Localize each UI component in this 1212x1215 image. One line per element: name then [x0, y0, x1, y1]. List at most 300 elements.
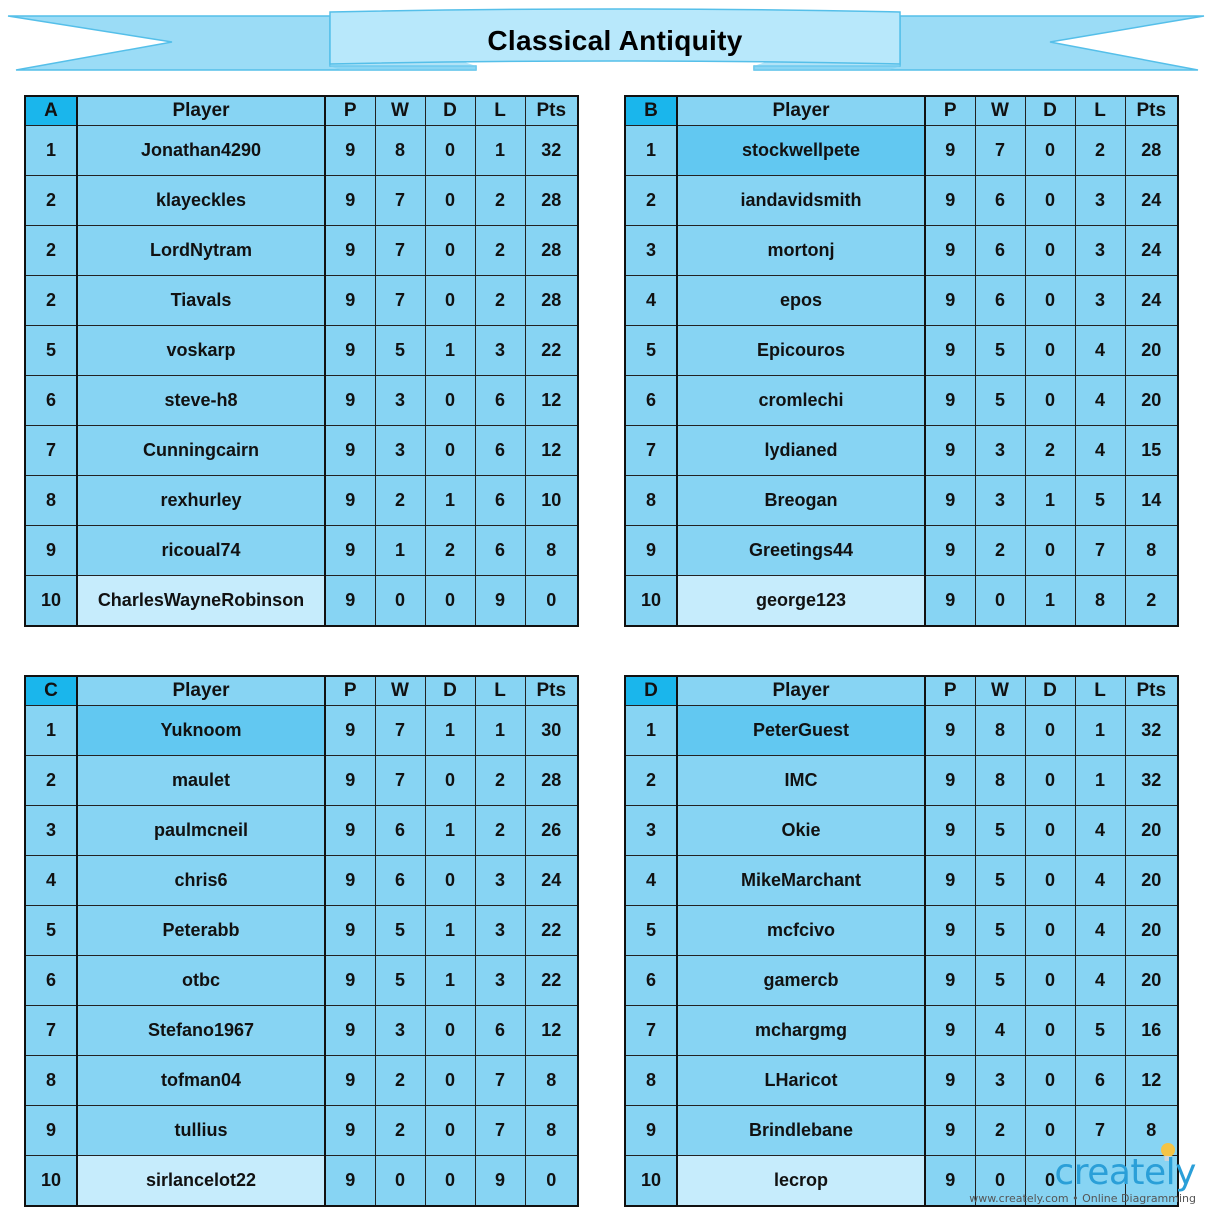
wins-cell: 1 [375, 526, 425, 576]
points-cell: 24 [1125, 176, 1178, 226]
draws-cell: 0 [425, 856, 475, 906]
losses-cell: 4 [1075, 326, 1125, 376]
w-col-header: W [375, 676, 425, 706]
played-cell: 9 [925, 1006, 975, 1056]
played-cell: 9 [325, 806, 375, 856]
losses-cell: 6 [475, 376, 525, 426]
draws-cell: 1 [425, 906, 475, 956]
played-cell: 9 [925, 906, 975, 956]
player-cell: Okie [677, 806, 925, 856]
losses-cell: 4 [1075, 426, 1125, 476]
played-cell: 9 [925, 176, 975, 226]
played-cell: 9 [325, 1006, 375, 1056]
losses-cell: 5 [1075, 476, 1125, 526]
losses-cell: 1 [475, 126, 525, 176]
p-col-header: P [925, 96, 975, 126]
draws-cell: 0 [425, 376, 475, 426]
points-cell: 24 [1125, 276, 1178, 326]
rank-cell: 8 [25, 476, 77, 526]
played-cell: 9 [925, 276, 975, 326]
player-cell: stockwellpete [677, 126, 925, 176]
player-col-header: Player [677, 676, 925, 706]
page-title: Classical Antiquity [487, 25, 743, 56]
points-cell: 12 [525, 1006, 578, 1056]
losses-cell: 4 [1075, 376, 1125, 426]
losses-cell: 4 [1075, 956, 1125, 1006]
draws-cell: 0 [1025, 756, 1075, 806]
wins-cell: 3 [375, 1006, 425, 1056]
table-header-row [25, 96, 578, 126]
player-cell: gamercb [677, 956, 925, 1006]
wins-cell: 3 [975, 426, 1025, 476]
table-row [25, 956, 578, 1006]
wins-cell: 3 [975, 1056, 1025, 1106]
rank-cell: 10 [25, 1156, 77, 1207]
table-row [625, 1006, 1178, 1056]
table-row [25, 126, 578, 176]
rank-cell: 9 [25, 526, 77, 576]
table-row [625, 706, 1178, 756]
rank-cell: 9 [625, 1106, 677, 1156]
table-row [625, 576, 1178, 627]
l-col-header: L [1075, 676, 1125, 706]
rank-cell: 8 [25, 1056, 77, 1106]
losses-cell: 4 [1075, 856, 1125, 906]
pts-col-header: Pts [525, 96, 578, 126]
wins-cell: 5 [975, 906, 1025, 956]
player-cell: Jonathan4290 [77, 126, 325, 176]
player-cell: Peterabb [77, 906, 325, 956]
player-cell: cromlechi [677, 376, 925, 426]
table-row [625, 176, 1178, 226]
pts-col-header: Pts [1125, 96, 1178, 126]
losses-cell: 9 [475, 1156, 525, 1207]
losses-cell: 4 [1075, 806, 1125, 856]
wins-cell: 7 [375, 176, 425, 226]
group-table-c [24, 675, 579, 1207]
losses-cell: 8 [1075, 576, 1125, 627]
table-row [625, 806, 1178, 856]
played-cell: 9 [325, 526, 375, 576]
points-cell: 24 [525, 856, 578, 906]
rank-cell: 2 [25, 756, 77, 806]
table-row [625, 526, 1178, 576]
draws-cell: 0 [425, 276, 475, 326]
draws-cell: 0 [1025, 1106, 1075, 1156]
wins-cell: 5 [375, 956, 425, 1006]
draws-cell: 0 [1025, 856, 1075, 906]
wins-cell: 2 [975, 526, 1025, 576]
rank-cell: 7 [25, 426, 77, 476]
losses-cell: 7 [1075, 1106, 1125, 1156]
p-col-header: P [925, 676, 975, 706]
losses-cell: 6 [475, 1006, 525, 1056]
draws-cell: 2 [425, 526, 475, 576]
losses-cell: 6 [475, 476, 525, 526]
table-row [625, 906, 1178, 956]
played-cell: 9 [325, 226, 375, 276]
draws-cell: 0 [425, 126, 475, 176]
draws-cell: 0 [1025, 956, 1075, 1006]
played-cell: 9 [925, 956, 975, 1006]
d-col-header: D [425, 96, 475, 126]
table-row [25, 476, 578, 526]
rank-cell: 6 [625, 956, 677, 1006]
wins-cell: 7 [375, 706, 425, 756]
player-cell: tofman04 [77, 1056, 325, 1106]
points-cell: 30 [525, 706, 578, 756]
wins-cell: 8 [375, 126, 425, 176]
table-row [625, 226, 1178, 276]
player-cell: LHaricot [677, 1056, 925, 1106]
player-cell: Cunningcairn [77, 426, 325, 476]
rank-cell: 3 [625, 806, 677, 856]
table-row [25, 856, 578, 906]
table-row [25, 1106, 578, 1156]
draws-cell: 1 [425, 326, 475, 376]
played-cell: 9 [325, 276, 375, 326]
creately-tagline: www.creately.com • Online Diagramming [969, 1192, 1196, 1205]
wins-cell: 2 [375, 476, 425, 526]
played-cell: 9 [925, 1056, 975, 1106]
rank-cell: 2 [625, 176, 677, 226]
table-row [625, 1056, 1178, 1106]
points-cell: 8 [1125, 526, 1178, 576]
played-cell: 9 [925, 806, 975, 856]
rank-cell: 9 [25, 1106, 77, 1156]
rank-cell: 7 [625, 1006, 677, 1056]
rank-cell: 10 [625, 1156, 677, 1207]
points-cell: 28 [525, 226, 578, 276]
points-cell: 26 [525, 806, 578, 856]
group-letter: C [25, 676, 77, 706]
rank-cell: 6 [625, 376, 677, 426]
table-row [25, 806, 578, 856]
draws-cell: 0 [1025, 806, 1075, 856]
rank-cell: 8 [625, 476, 677, 526]
losses-cell: 6 [475, 526, 525, 576]
rank-cell: 5 [25, 326, 77, 376]
player-cell: klayeckles [77, 176, 325, 226]
draws-cell: 0 [425, 1056, 475, 1106]
played-cell: 9 [925, 756, 975, 806]
player-cell: chris6 [77, 856, 325, 906]
table-header-row [625, 676, 1178, 706]
wins-cell: 3 [375, 426, 425, 476]
losses-cell: 3 [1075, 276, 1125, 326]
player-cell: mcfcivo [677, 906, 925, 956]
group-letter: D [625, 676, 677, 706]
draws-cell: 0 [1025, 1056, 1075, 1106]
wins-cell: 0 [375, 576, 425, 627]
table-row [625, 476, 1178, 526]
played-cell: 9 [925, 576, 975, 627]
played-cell: 9 [925, 476, 975, 526]
table-row [25, 326, 578, 376]
played-cell: 9 [325, 1156, 375, 1207]
wins-cell: 7 [375, 226, 425, 276]
l-col-header: L [1075, 96, 1125, 126]
losses-cell: 2 [475, 276, 525, 326]
rank-cell: 7 [625, 426, 677, 476]
player-col-header: Player [677, 96, 925, 126]
played-cell: 9 [925, 706, 975, 756]
rank-cell: 10 [25, 576, 77, 627]
points-cell: 22 [525, 326, 578, 376]
wins-cell: 2 [975, 1106, 1025, 1156]
losses-cell: 2 [475, 806, 525, 856]
played-cell: 9 [325, 1056, 375, 1106]
draws-cell: 0 [425, 176, 475, 226]
losses-cell: 6 [475, 426, 525, 476]
wins-cell: 6 [375, 806, 425, 856]
table-row [625, 126, 1178, 176]
played-cell: 9 [325, 126, 375, 176]
points-cell: 16 [1125, 1006, 1178, 1056]
draws-cell: 0 [1025, 276, 1075, 326]
played-cell: 9 [925, 326, 975, 376]
player-col-header: Player [77, 676, 325, 706]
player-cell: Greetings44 [677, 526, 925, 576]
rank-cell: 1 [625, 706, 677, 756]
wins-cell: 2 [375, 1056, 425, 1106]
player-cell: iandavidsmith [677, 176, 925, 226]
draws-cell: 0 [1025, 1156, 1075, 1207]
player-cell: Breogan [677, 476, 925, 526]
table-row [625, 326, 1178, 376]
table-row [25, 1056, 578, 1106]
draws-cell: 0 [425, 426, 475, 476]
losses-cell: 7 [1075, 526, 1125, 576]
player-cell: ricoual74 [77, 526, 325, 576]
player-cell: sirlancelot22 [77, 1156, 325, 1207]
table-row [25, 176, 578, 226]
wins-cell: 6 [375, 856, 425, 906]
played-cell: 9 [325, 1106, 375, 1156]
group-table-b [624, 95, 1179, 627]
player-cell: mortonj [677, 226, 925, 276]
d-col-header: D [1025, 96, 1075, 126]
player-cell: maulet [77, 756, 325, 806]
points-cell: 20 [1125, 806, 1178, 856]
table-row [25, 706, 578, 756]
points-cell: 32 [525, 126, 578, 176]
player-cell: Tiavals [77, 276, 325, 326]
points-cell: 8 [1125, 1106, 1178, 1156]
wins-cell: 8 [975, 756, 1025, 806]
points-cell: 22 [525, 906, 578, 956]
points-cell: 20 [1125, 326, 1178, 376]
rank-cell: 9 [625, 526, 677, 576]
rank-cell: 2 [625, 756, 677, 806]
title-banner [0, 0, 1212, 80]
draws-cell: 0 [1025, 706, 1075, 756]
wins-cell: 2 [375, 1106, 425, 1156]
losses-cell: 3 [475, 956, 525, 1006]
losses-cell: 3 [475, 906, 525, 956]
played-cell: 9 [925, 376, 975, 426]
rank-cell: 1 [625, 126, 677, 176]
player-cell: CharlesWayneRobinson [77, 576, 325, 627]
losses-cell: 2 [475, 756, 525, 806]
played-cell: 9 [925, 426, 975, 476]
table-row [25, 756, 578, 806]
w-col-header: W [975, 676, 1025, 706]
losses-cell: 9 [475, 576, 525, 627]
wins-cell: 5 [375, 326, 425, 376]
draws-cell: 1 [425, 806, 475, 856]
draws-cell: 0 [1025, 526, 1075, 576]
wins-cell: 5 [975, 956, 1025, 1006]
points-cell: 8 [525, 1056, 578, 1106]
losses-cell: 5 [1075, 1006, 1125, 1056]
player-cell: steve-h8 [77, 376, 325, 426]
player-cell: IMC [677, 756, 925, 806]
played-cell: 9 [325, 576, 375, 627]
wins-cell: 5 [975, 856, 1025, 906]
losses-cell: 1 [1075, 756, 1125, 806]
points-cell: 12 [1125, 1056, 1178, 1106]
losses-cell: 6 [1075, 1056, 1125, 1106]
played-cell: 9 [925, 126, 975, 176]
points-cell: 20 [1125, 906, 1178, 956]
table-row [25, 526, 578, 576]
points-cell: 32 [1125, 756, 1178, 806]
rank-cell: 2 [25, 226, 77, 276]
points-cell: 20 [1125, 856, 1178, 906]
played-cell: 9 [325, 376, 375, 426]
rank-cell: 4 [625, 276, 677, 326]
points-cell: 20 [1125, 956, 1178, 1006]
points-cell: 12 [525, 426, 578, 476]
points-cell: 0 [525, 576, 578, 627]
player-cell: otbc [77, 956, 325, 1006]
player-cell: rexhurley [77, 476, 325, 526]
losses-cell: 3 [1075, 226, 1125, 276]
table-row [25, 906, 578, 956]
wins-cell: 0 [975, 576, 1025, 627]
points-cell: 14 [1125, 476, 1178, 526]
draws-cell: 0 [1025, 326, 1075, 376]
table-row [625, 856, 1178, 906]
losses-cell: 1 [475, 706, 525, 756]
player-cell: LordNytram [77, 226, 325, 276]
table-row [625, 426, 1178, 476]
losses-cell: 3 [475, 856, 525, 906]
wins-cell: 6 [975, 276, 1025, 326]
points-cell: 12 [525, 376, 578, 426]
draws-cell: 0 [425, 1106, 475, 1156]
losses-cell: 2 [475, 176, 525, 226]
wins-cell: 5 [375, 906, 425, 956]
losses-cell: 7 [475, 1106, 525, 1156]
wins-cell: 8 [975, 706, 1025, 756]
player-cell: PeterGuest [677, 706, 925, 756]
played-cell: 9 [325, 476, 375, 526]
rank-cell: 4 [625, 856, 677, 906]
points-cell: 8 [525, 1106, 578, 1156]
played-cell: 9 [925, 226, 975, 276]
losses-cell: 4 [1075, 906, 1125, 956]
player-cell: Brindlebane [677, 1106, 925, 1156]
table-row [25, 1006, 578, 1056]
rank-cell: 7 [25, 1006, 77, 1056]
w-col-header: W [975, 96, 1025, 126]
group-letter: A [25, 96, 77, 126]
draws-cell: 0 [1025, 906, 1075, 956]
played-cell: 9 [325, 176, 375, 226]
wins-cell: 6 [975, 226, 1025, 276]
points-cell: 15 [1125, 426, 1178, 476]
points-cell: 8 [525, 526, 578, 576]
points-cell: 28 [525, 756, 578, 806]
rank-cell: 5 [625, 906, 677, 956]
rank-cell: 6 [25, 956, 77, 1006]
draws-cell: 0 [1025, 226, 1075, 276]
rank-cell: 5 [25, 906, 77, 956]
table-row [625, 756, 1178, 806]
wins-cell: 4 [975, 1006, 1025, 1056]
draws-cell: 0 [1025, 176, 1075, 226]
player-cell: lydianed [677, 426, 925, 476]
player-cell: epos [677, 276, 925, 326]
creately-watermark [969, 1138, 1208, 1212]
pts-col-header: Pts [1125, 676, 1178, 706]
wins-cell: 7 [975, 126, 1025, 176]
played-cell: 9 [925, 856, 975, 906]
played-cell: 9 [925, 1156, 975, 1207]
player-cell: george123 [677, 576, 925, 627]
draws-cell: 1 [1025, 576, 1075, 627]
draws-cell: 1 [425, 956, 475, 1006]
draws-cell: 2 [1025, 426, 1075, 476]
player-cell: voskarp [77, 326, 325, 376]
draws-cell: 0 [1025, 376, 1075, 426]
played-cell: 9 [325, 906, 375, 956]
player-col-header: Player [77, 96, 325, 126]
draws-cell: 0 [1025, 126, 1075, 176]
table-header-row [625, 96, 1178, 126]
played-cell: 9 [325, 426, 375, 476]
rank-cell: 5 [625, 326, 677, 376]
losses-cell: 2 [475, 226, 525, 276]
creately-logo: creately [1054, 1152, 1196, 1193]
wins-cell: 5 [975, 806, 1025, 856]
wins-cell: 5 [975, 326, 1025, 376]
points-cell: 28 [525, 176, 578, 226]
draws-cell: 0 [425, 1006, 475, 1056]
player-cell: paulmcneil [77, 806, 325, 856]
table-row [25, 226, 578, 276]
draws-cell: 0 [425, 226, 475, 276]
table-row [25, 276, 578, 326]
losses-cell: 7 [475, 1056, 525, 1106]
rank-cell: 1 [25, 706, 77, 756]
draws-cell: 0 [1025, 1006, 1075, 1056]
table-row [625, 376, 1178, 426]
played-cell: 9 [925, 1106, 975, 1156]
player-cell: Yuknoom [77, 706, 325, 756]
draws-cell: 1 [425, 706, 475, 756]
points-cell: 32 [1125, 706, 1178, 756]
player-cell: mchargmg [677, 1006, 925, 1056]
table-header-row [25, 676, 578, 706]
played-cell: 9 [325, 956, 375, 1006]
wins-cell: 3 [975, 476, 1025, 526]
w-col-header: W [375, 96, 425, 126]
rank-cell: 3 [25, 806, 77, 856]
table-row [25, 1156, 578, 1207]
